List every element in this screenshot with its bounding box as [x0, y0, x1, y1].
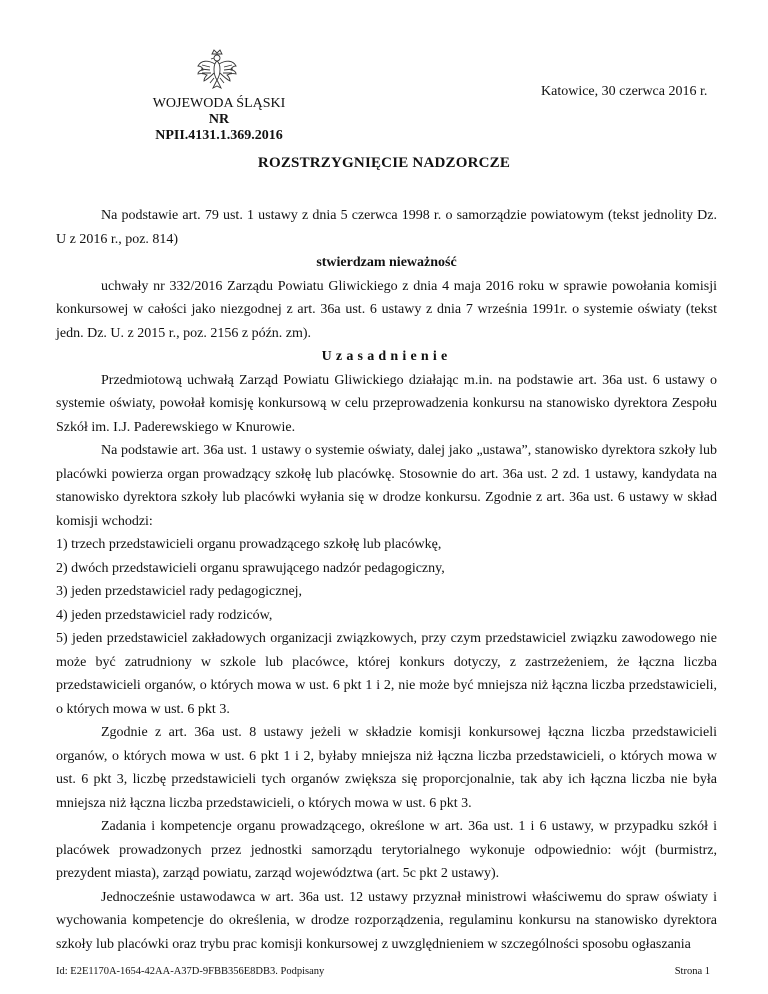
document-body: [56, 204, 717, 956]
list-item: 4) jeden przedstawiciel rady rodziców,: [56, 607, 273, 623]
issuer-block: [150, 96, 288, 144]
place-date: Katowice, 30 czerwca 2016 r.: [541, 84, 708, 99]
document-id: Id: E2E1170A-1654-42AA-A37D-9FBB356E8DB3. Podpisany: [56, 966, 325, 977]
page-number: Strona 1: [674, 966, 710, 977]
justification-paragraph-4: Zadania i kompetencje organu prowadzącego, określone w art. 36a ust. 1 i 6 ustawy, w przypadku szkół i placówek prowadzonych przez jednostki samorządu terytorialnego wykonuje odpowiednio: wójt (burmistrz, prezydent miasta), zarząd powiatu, zarząd województwa (art. 5c pkt 2 ustawy).: [56, 819, 717, 881]
resolution-paragraph: uchwały nr 332/2016 Zarządu Powiatu Gliwickiego z dnia 4 maja 2016 roku w sprawie powołania komisji konkursowej w całości jako niezgodnej z art. 36a ust. 6 ustawy z dnia 7 września 1991r. o systemie oświaty (tekst jedn. Dz. U. z 2015 r., poz. 2156 z późn. zm).: [56, 278, 717, 341]
list-item: 1) trzech przedstawicieli organu prowadzącego szkołę lub placówkę,: [56, 537, 442, 552]
list-item: 2) dwóch przedstawicieli organu sprawującego nadzór pedagogiczny,: [56, 560, 445, 576]
list-item: 3) jeden przedstawiciel rady pedagogicznej,: [56, 584, 303, 599]
justification-paragraph-3: Zgodnie z art. 36a ust. 8 ustawy jeżeli w składzie komisji konkursowej łączna liczba przedstawicieli organów, o których mowa w ust. 6 pkt 1 i 2, byłaby mniejsza niż łączna liczba przedstawicieli, o których mowa w ust. 6 pkt 3, liczbę przedstawicieli tych organów zwiększa się proporcjonalnie, tak aby ich łączna liczba nie była mniejsza niż łączna liczba przedstawicieli, o których mowa w ust. 6 pkt 3.: [56, 725, 717, 811]
legal-basis-paragraph: Na podstawie art. 79 ust. 1 ustawy z dnia 5 czerwca 1998 r. o samorządzie powiatowym (tekst jednolity Dz. U z 2016 r., poz. 814): [56, 208, 717, 247]
reference-number: NR NPII.4131.1.369.2016: [155, 112, 283, 143]
justification-paragraph-1: Przedmiotową uchwałą Zarząd Powiatu Gliwickiego działając m.in. na podstawie art. 36a ust. 6 ustawy o systemie oświaty, powołał komisję konkursową w celu przeprowadzenia konkursu na stanowisko dyrektora Zespołu Szkół im. I.J. Paderewskiego w Knurowie.: [56, 372, 717, 435]
justification-paragraph-2: Na podstawie art. 36a ust. 1 ustawy o systemie oświaty, dalej jako „ustawa”, stanowisko dyrektora szkoły lub placówki powierza organ prowadzący szkołę lub placówkę. Stosownie do art. 36a ust. 2 zd. 1 ustawy, kandydata na stanowisko dyrektora szkoły lub placówki wyłania się w drodze konkursu. Zgodnie z art. 36a ust. 6 ustawy w skład komisji wchodzi:: [56, 443, 717, 529]
document-title: ROZSTRZYGNIĘCIE NADZORCZE: [257, 155, 511, 171]
list-item: 5) jeden przedstawiciel zakładowych organizacji związkowych, przy czym przedstawiciel związku zawodowego nie może być zatrudniony w szkole lub placówce, której konkurs dotyczy, z zastrzeżeniem, że łączna liczba przedstawicieli organów, o których mowa w ust. 6 pkt 1 i 2, nie może być mniejsza niż łączna liczba przedstawicieli, o których mowa w ust. 6 pkt 3.: [56, 631, 717, 717]
justification-heading: Uzasadnienie: [321, 349, 452, 364]
eagle-emblem-icon: [193, 48, 241, 96]
decision-heading: stwierdzam nieważność: [316, 255, 457, 270]
justification-paragraph-5: Jednocześnie ustawodawca w art. 36a ust. 12 ustawy przyznał ministrowi właściwemu do spraw oświaty i wychowania kompetencje do określenia, w drodze rozporządzenia, regulaminu konkursu na stanowisko dyrektora szkoły lub placówki oraz trybu prac komisji konkursowej z uwzględnieniem w szczególności sposobu ogłaszania: [56, 889, 717, 952]
office-name: WOJEWODA ŚLĄSKI: [152, 96, 286, 111]
